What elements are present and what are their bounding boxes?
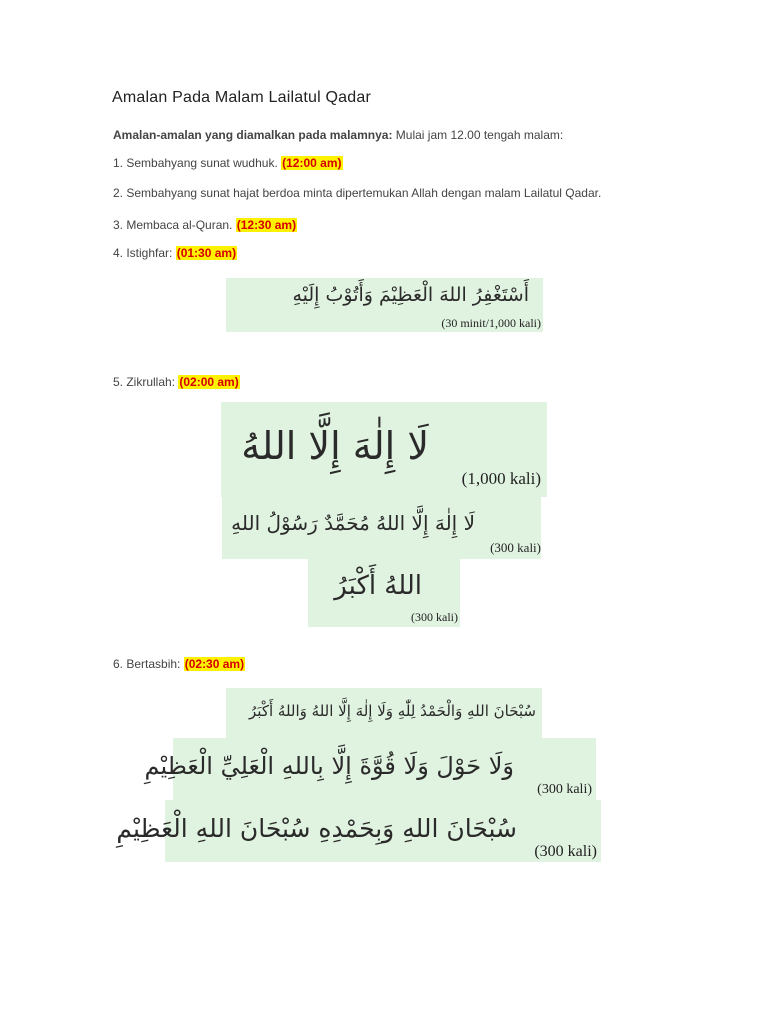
zikir-image-1 — [221, 402, 547, 497]
item-text: 3. Membaca al-Quran. — [113, 218, 236, 232]
tasbih3-count: (300 kali) — [534, 843, 597, 860]
list-item — [113, 246, 237, 260]
time-badge: (02:00 am) — [179, 375, 239, 389]
time-badge: (02:30 am) — [184, 657, 245, 671]
item-text: 1. Sembahyang sunat wudhuk. — [113, 156, 282, 170]
tasbih2-arabic: وَلَا حَوْلَ وَلَا قُوَّةَ إِلَّا بِاللهِ الْعَلِيِّ الْعَظِيْمِ — [144, 752, 514, 780]
zikir2-count: (300 kali) — [490, 540, 541, 555]
tasbih1-arabic: سُبْحَانَ اللهِ وَالْحَمْدُ لِلّٰهِ وَلَا إِلٰهَ إِلَّا اللهُ وَاللهُ أَكْبَرُ — [249, 702, 536, 720]
istighfar-arabic: أَسْتَغْفِرُ اللهَ الْعَظِيْمَ وَأَتُوْبُ إِلَيْهِ — [292, 284, 529, 306]
zikir2-arabic: لَا إِلٰهَ إِلَّا اللهُ مُحَمَّدٌ رَسُوْلُ اللهِ — [231, 511, 475, 535]
item-text: 5. Zikrullah: — [113, 375, 179, 389]
time-badge: (12:30 am) — [236, 218, 297, 232]
zikir-image-3 — [308, 559, 460, 627]
item-text: 4. Istighfar: — [113, 246, 176, 260]
list-item — [113, 218, 297, 232]
tasbih2-count: (300 kali) — [537, 782, 592, 797]
list-item — [113, 657, 245, 671]
tasbih-image-3 — [116, 800, 601, 862]
zikir1-count: (1,000 kali) — [461, 469, 541, 488]
tasbih-image-2 — [144, 738, 596, 800]
list-item — [113, 375, 240, 389]
istighfar-count: (30 minit/1,000 kali) — [441, 316, 541, 330]
time-badge: (12:00 am) — [282, 156, 342, 170]
tasbih-image-1 — [226, 688, 542, 738]
page-title: Amalan Pada Malam Lailatul Qadar — [112, 89, 371, 106]
intro-text: Mulai jam 12.00 tengah malam: — [392, 128, 564, 142]
time-badge: (01:30 am) — [176, 246, 237, 260]
intro-line — [113, 128, 563, 142]
intro-label: Amalan-amalan yang diamalkan pada malamnya: — [113, 128, 393, 142]
zikir1-arabic: لَا إِلٰهَ إِلَّا اللهُ — [241, 424, 429, 468]
zikir3-arabic: اللهُ أَكْبَرُ — [334, 571, 422, 601]
istighfar-image — [226, 278, 543, 332]
item-text: 6. Bertasbih: — [113, 657, 184, 671]
list-item — [113, 186, 601, 200]
zikir3-count: (300 kali) — [411, 610, 458, 624]
item-text: 2. Sembahyang sunat hajat berdoa minta dipertemukan Allah dengan malam Lailatul Qadar. — [113, 186, 602, 200]
tasbih3-arabic: سُبْحَانَ اللهِ وَبِحَمْدِهِ سُبْحَانَ اللهِ الْعَظِيْمِ — [116, 814, 517, 843]
zikir-image-2 — [222, 497, 541, 559]
list-item — [113, 156, 343, 170]
